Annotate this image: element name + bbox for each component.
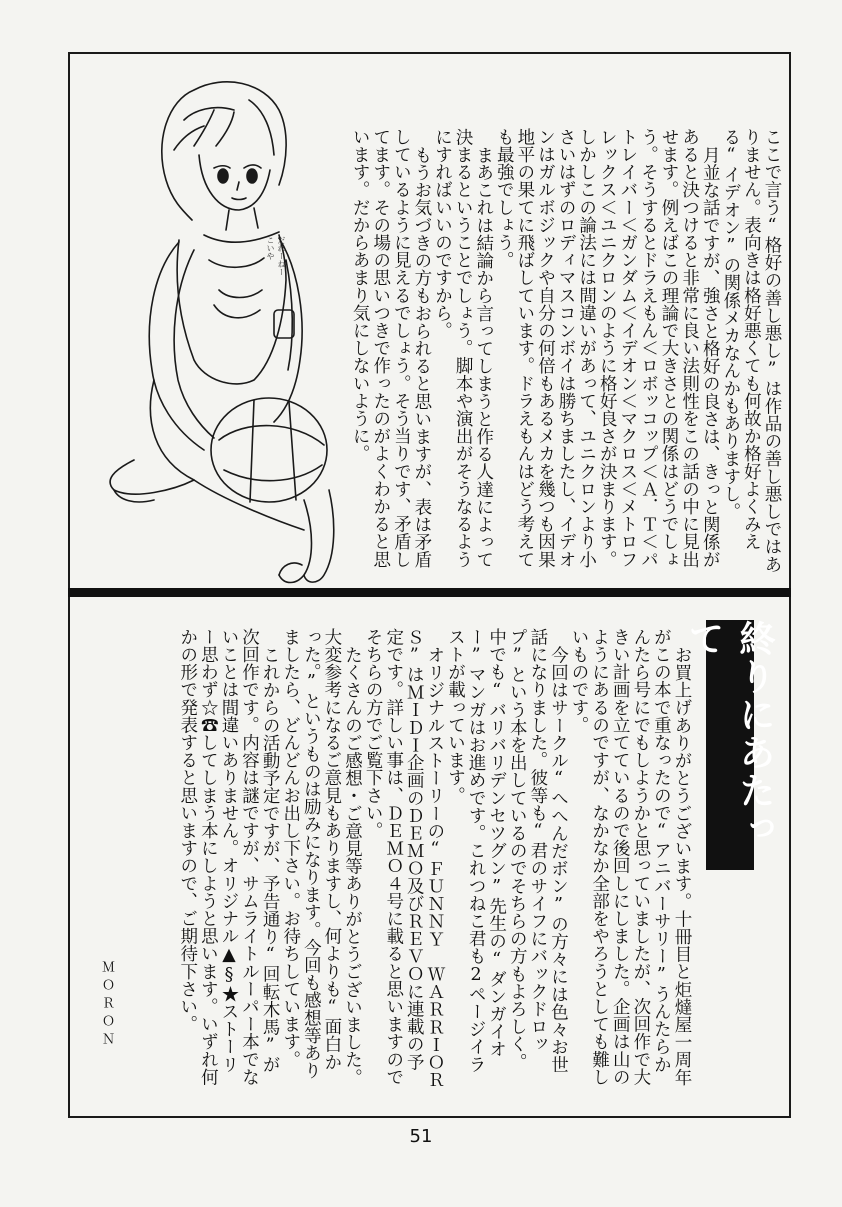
- closing-heading: 終りにあたって: [706, 620, 754, 870]
- upper-article: [350, 128, 782, 576]
- author-name: ＭＯＲＯＮ: [99, 960, 114, 1050]
- page-number: 51: [409, 1126, 433, 1147]
- closing-paragraph: 今回はサークル“へへんだボン”の方々には色々お世話になりました。彼等も“君のサイフにバックドロップ”という本を出しているのでそちらの方もよろしく。中でも“バリバリデンセツグン”先生の“ダンガイオー”マンガはお進めです。これつねこ君も2ページイラストが載っています。: [445, 628, 569, 1073]
- closing-paragraph: オリジナルストーリーの“ＦＵＮＮＹ ＷＡＲＲＩＯＲＳ”はＭＩＤＩ企画のＤＥＭＯ及びＲＥＶＯに連載の予定です。詳しい事は、ＤＥＭＯ４号に載ると思いますのでそちらの方でご覧下さい。: [363, 628, 445, 1088]
- section-divider: [68, 588, 791, 597]
- upper-paragraph: ここで言う“格好の善し悪し”は作品の善し悪しではありません。表向きは格好悪くても何故か格好よくみえる“イデオン”の関係メカなんかもありますし。: [720, 128, 782, 573]
- upper-paragraph: もうお気づきの方もおられると思いますが、表は矛盾しているように見えるでしょう。そう当りです、矛盾してます。その場の思いつきで作ったのがよくわかると思います。だからあまり気にしないように。: [350, 128, 432, 568]
- closing-article: [177, 628, 692, 1088]
- closing-paragraph: お買上げありがとうございます。十冊目と炬燵屋一周年がこの本で重なったので“アニバーサリー”うんたらかんたら号にでもしようかと思っていましたが、次回作で大きい計画を立てているので後回しにしました。企画は山のようにあるのですが、なかなか全部をやろうとしても難しいものです。: [569, 628, 692, 1086]
- artist-signature: だれーねー こいや: [266, 236, 286, 276]
- closing-paragraph: たくさんのご感想・ご意見等ありがとうございました。大変参考になるご意見もありますし、何よりも“面白かった。”というものは励みになります。今回も感想等ありましたら、どんどんお出し下さい。お待ちしています。: [280, 628, 363, 1086]
- character-illustration: [74, 60, 374, 590]
- upper-paragraph: 月並な話ですが、強さと格好の良さは、きっと関係があると決つけると非常に良い法則性をこの話の中に見出せます。例えばこの理論で大きさとの関係はどうでしょう。そうするとドラえもん＜ロボッコップ＜Ａ．Ｔ＜パトレイバー＜ガンダム＜イデオン＜マクロス＜メトロフレックス＜ユニクロンのように格好良さが決まります。しかしこの論法には間違いがあって、ユニクロンより小さいはずのロディマスコンボイは勝ちましたし、イデオンはガルボジックや自分の何倍もあるメカを幾つも因果地平の果てに飛ばしています。ドラえもんはどう考えても最強でしょう。: [494, 128, 721, 568]
- closing-paragraph: これからの活動予定ですが、予告通り“回転木馬”が次回作です。内容は謎ですが、サムライトルーパー本でないことは間違いありません。オリジナル▲§★ストーリー思わず☆☎してしまう本にしようと思います。いずれ何かの形で発表すると思いますので、ご期待下さい。: [177, 628, 281, 1086]
- upper-paragraph: まあこれは結論から言ってしまうと作る人達によって決まるということでしょう。脚本や演出がそうなるようにすればいいのですから。: [432, 128, 494, 568]
